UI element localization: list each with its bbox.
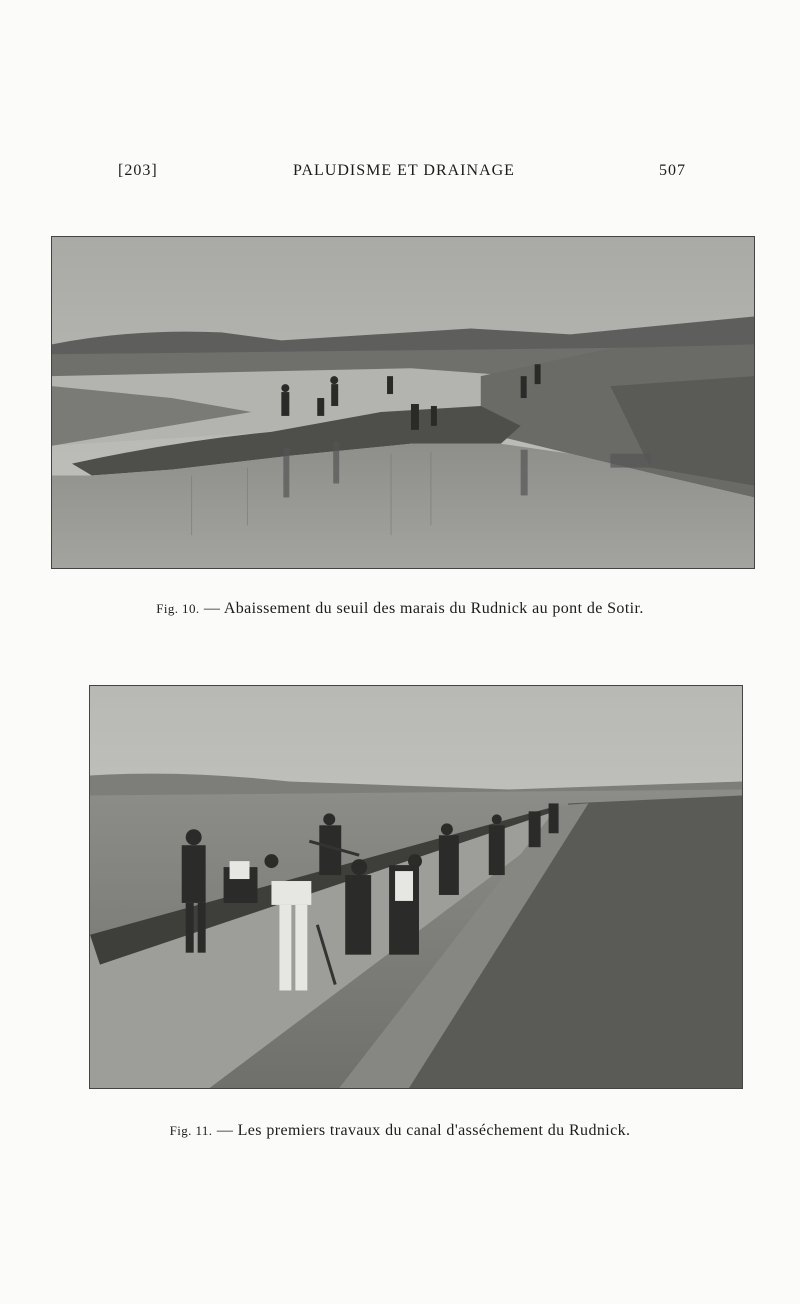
figure-11-caption [0, 1122, 800, 1140]
canal-workers-photograph [90, 686, 742, 1088]
running-title: PALUDISME ET DRAINAGE [293, 162, 515, 179]
figure-10-caption [0, 600, 800, 618]
figure-10-photo [51, 236, 755, 569]
marsh-photograph [52, 237, 754, 568]
figure-11-label: Fig. 11. [169, 1123, 213, 1138]
figure-11-photo [89, 685, 743, 1089]
page-number: 507 [659, 162, 686, 179]
figure-10-text: — Abaissement du seuil des marais du Rudnick au pont de Sotir. [203, 600, 644, 617]
running-header [118, 160, 690, 184]
figure-11-text: — Les premiers travaux du canal d'asséchement du Rudnick. [216, 1122, 631, 1139]
figure-10-label: Fig. 10. [156, 601, 200, 616]
section-number: [203] [118, 162, 158, 179]
